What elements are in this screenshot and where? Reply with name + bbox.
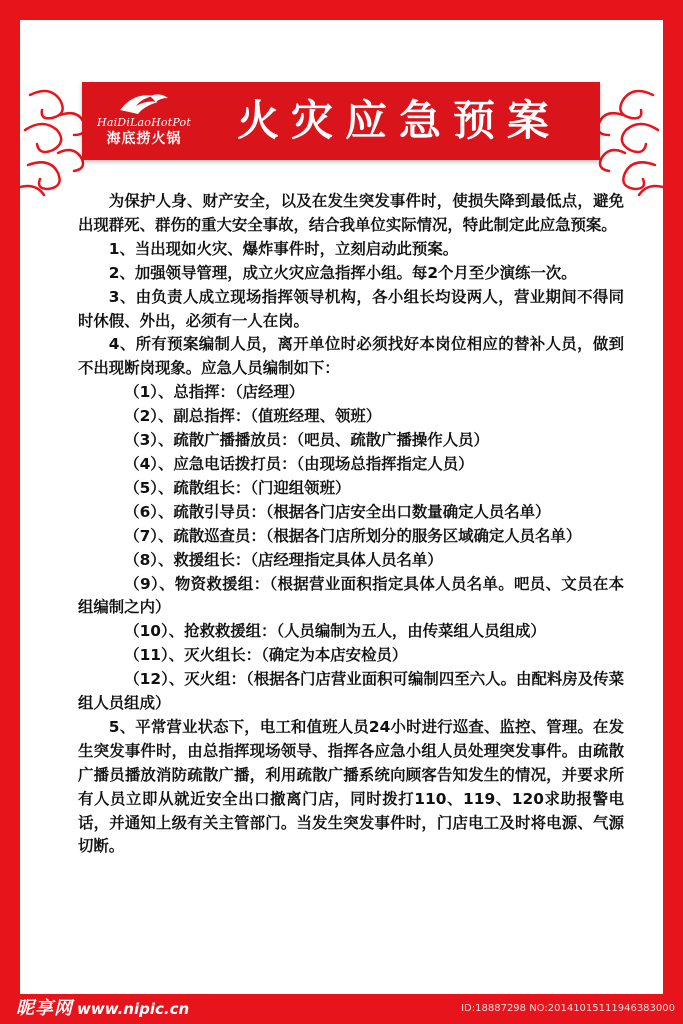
haidilao-logo [90, 90, 198, 154]
staff-role-item: （1）、总指挥：（店经理） [124, 383, 305, 402]
plan-paragraph: 1、当出现如火灾、爆炸事件时，立刻启动此预案。 [108, 239, 459, 258]
logo-mark-icon [114, 90, 174, 116]
staff-role-item: （10）、抢救救援组：（人员编制为五人，由传菜组人员组成） [124, 622, 546, 641]
watermark-footer [0, 994, 683, 1024]
title-banner [82, 82, 600, 160]
staff-role-item: （5）、疏散组长：（门迎组领班） [124, 478, 351, 497]
logo-english-name: HaiDiLaoHotPot [97, 116, 191, 129]
plan-body [78, 190, 624, 859]
page-title: 火灾应急预案 [236, 96, 561, 145]
image-id: ID:18887298 NO:20141015111946383000 [461, 1003, 675, 1014]
plan-paragraph: 5、平常营业状态下，电工和值班人员24小时进行巡查、监控、管理。在发生突发事件时，由总指挥现场领导、指挥各应急小组人员处理突发事件。由疏散广播员播放消防疏散广播，利用疏散广播系统向顾客告知发生的情况，并要求所有人员立即从就近安全出口撤离门店，同时拨打110、119、120求助报警电话，并通知上级有关主管部门。当发生突发事件时，门店电工及时将电源、气源切断。 [78, 717, 624, 856]
staff-role-item: （9）、物资救援组：（根据营业面积指定具体人员名单。吧员、文员在本组编制之内） [78, 574, 624, 617]
plan-paragraph: 2、加强领导管理，成立火灾应急指挥小组。每2个月至少演练一次。 [108, 263, 577, 282]
staff-role-item: （4）、应急电话拨打员：（由现场总指挥指定人员） [124, 454, 474, 473]
watermark-url: www.nipic.cn [77, 1000, 190, 1018]
staff-role-item: （7）、疏散巡查员：（根据各门店所划分的服务区域确定人员名单） [124, 526, 582, 545]
staff-role-item: （3）、疏散广播播放员：（吧员、疏散广播操作人员） [124, 431, 489, 450]
staff-role-item: （2）、副总指挥：（值班经理、领班） [124, 407, 382, 426]
staff-role-item: （6）、疏散引导员：（根据各门店安全出口数量确定人员名单） [124, 502, 551, 521]
watermark-brand: 昵享网 [16, 998, 73, 1019]
staff-role-item: （11）、灭火组长：（确定为本店安检员） [124, 646, 408, 665]
staff-role-item: （8）、救援组长：（店经理指定具体人员名单） [124, 550, 443, 569]
watermark [16, 997, 189, 1021]
plan-paragraph: 3、由负责人成立现场指挥领导机构，各小组长均设两人，营业期间不得同时休假、外出，必须有一人在岗。 [78, 287, 624, 330]
poster-sheet [20, 20, 663, 994]
plan-paragraph: 为保护人身、财产安全，以及在发生突发事件时，使损失降到最低点，避免出现群死、群伤的重大安全事故，结合我单位实际情况，特此制定此应急预案。 [78, 192, 624, 234]
staff-role-item: （12）、灭火组：（根据各门店营业面积可编制四至六人。由配料房及传菜组人员组成） [78, 670, 624, 713]
plan-paragraph: 4、所有预案编制人员，离开单位时必须找好本岗位相应的替补人员，做到不出现断岗现象。应急人员编制如下： [78, 335, 624, 378]
logo-chinese-name: 海底捞火锅 [106, 131, 182, 147]
